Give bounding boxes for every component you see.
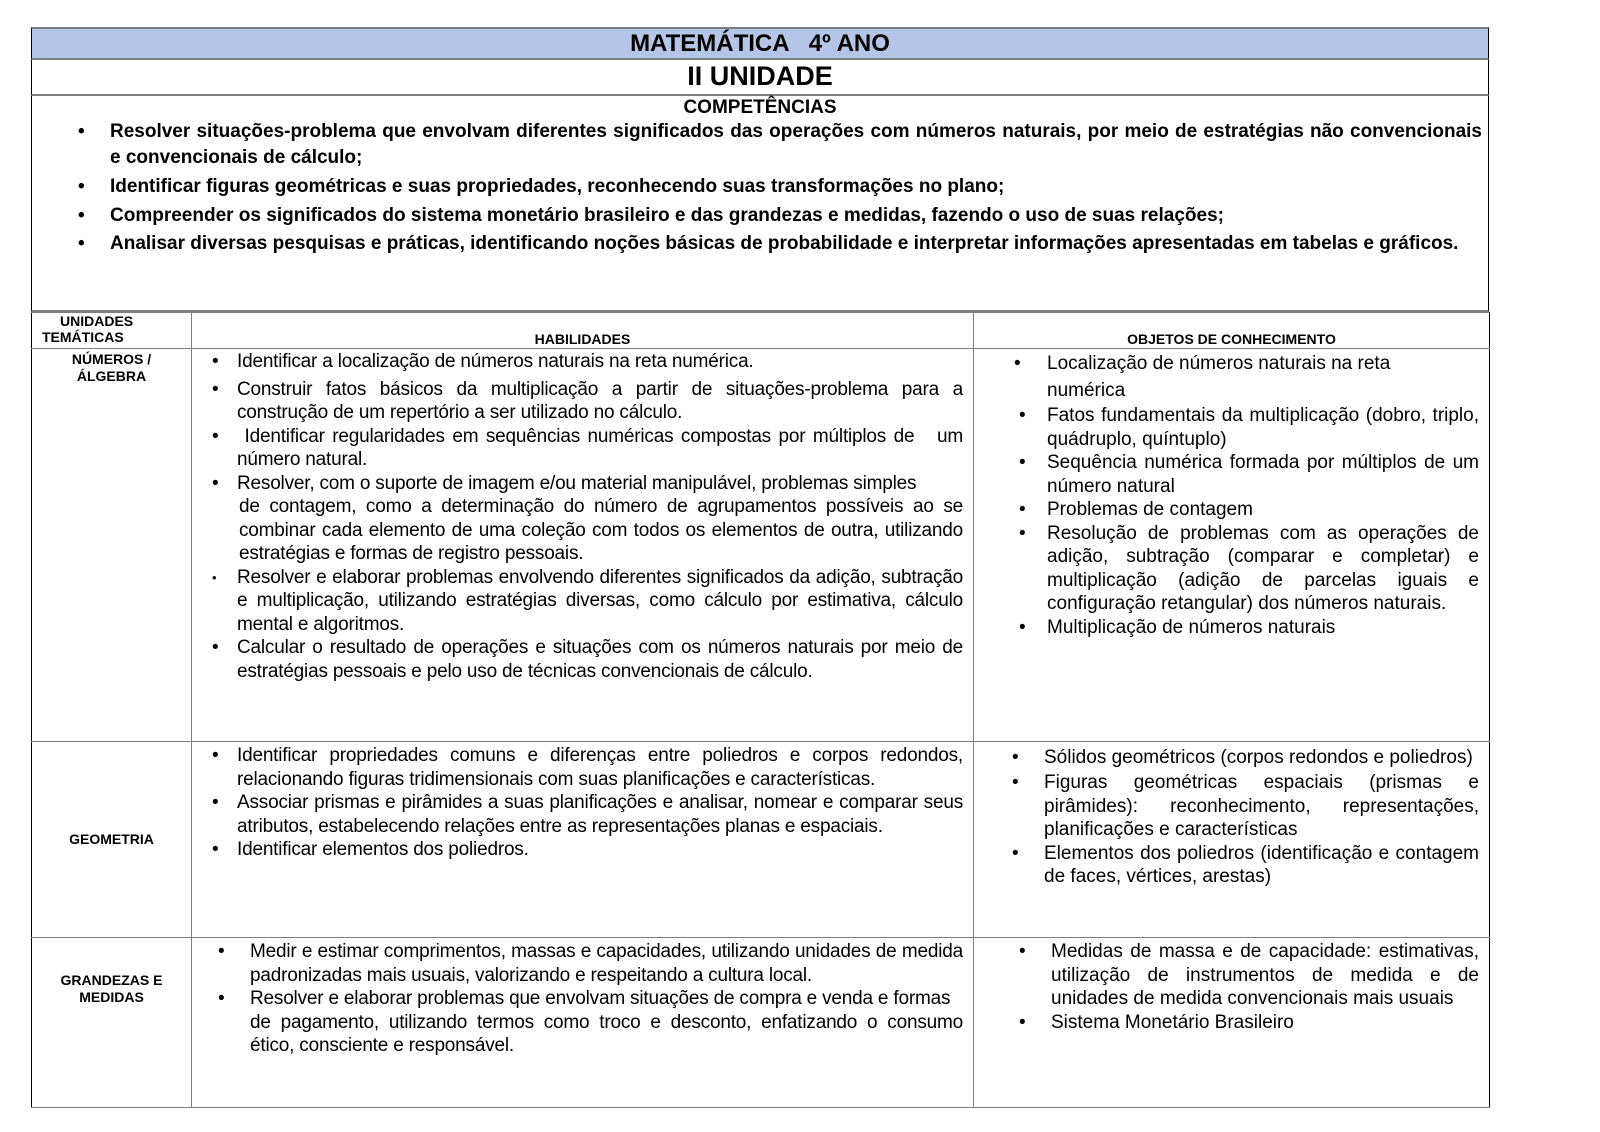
habilidade-item: • Identificar propriedades comuns e diferenças entre poliedros e corpos redondos, relacionando figuras tridimensionais com suas planificações e características. [212, 745, 963, 790]
unit-cell [32, 938, 192, 1108]
bullet-icon: • [1019, 452, 1026, 473]
objeto-item: • Fatos fundamentais da multiplicação (dobro, triplo, quádruplo, quíntuplo) [1019, 405, 1479, 450]
bullet-icon: • [1019, 941, 1026, 962]
unit-label: NÚMEROS / [71, 351, 152, 367]
bullet-icon: • [212, 472, 219, 494]
unit-cell [32, 742, 192, 938]
objeto-item: • Sequência numérica formada por múltiplos de um número natural [1019, 452, 1479, 497]
bullet-icon: • [218, 941, 225, 962]
bullet-icon: • [218, 988, 225, 1009]
habilidades-cell [192, 742, 974, 938]
bullet-icon: • [212, 425, 219, 447]
unit-heading [31, 60, 1489, 96]
bullet-icon: • [212, 569, 217, 585]
habilidade-item: • Identificar a localização de números naturais na reta numérica. [212, 351, 754, 372]
habilidade-item: • Construir fatos básicos da multiplicação a partir de situações-problema para a construção de um repertório a ser utilizado no cálculo. [212, 378, 963, 423]
bullet-icon: • [212, 637, 219, 658]
bullet-icon: • [212, 839, 219, 860]
bullet-icon: • [1012, 747, 1019, 768]
habilidades-cell [192, 938, 974, 1108]
habilidades-cell [192, 349, 974, 742]
header-objetos: OBJETOS DE CONHECIMENTO [974, 313, 1490, 349]
bullet-icon: • [1014, 353, 1021, 374]
objetos-cell [974, 349, 1490, 742]
habilidade-item: • Identificar regularidades em sequências numéricas compostas por múltiplos de um número natural. [212, 425, 969, 470]
bullet-icon: • [1012, 772, 1019, 793]
unit-label: MEDIDAS [79, 989, 144, 1005]
header-habilidades: HABILIDADES [192, 313, 974, 349]
curriculum-table [31, 312, 1490, 1108]
unit-label: ÁLGEBRA [76, 368, 147, 384]
objeto-item: • Resolução de problemas com as operações de adição, subtração (comparar e completar) e multiplicação (adição de parcelas iguais e configuração retangular) dos números naturais. [1019, 522, 1479, 614]
competencia-item: • Resolver situações-problema que envolvam diferentes significados das operações com números naturais, por meio de estratégias não convencionais e convencionais de cálculo; [78, 121, 1482, 168]
bullet-icon: • [212, 351, 219, 372]
bullet-icon: • [78, 205, 85, 226]
bullet-icon: • [212, 378, 219, 400]
bullet-icon: • [1019, 616, 1026, 638]
bullet-icon: • [1019, 1011, 1026, 1033]
habilidade-item: • Calcular o resultado de operações e situações com os números naturais por meio de estratégias pessoais e pelo uso de técnicas convencionais de cálculo. [212, 637, 963, 682]
bullet-icon: • [1019, 499, 1026, 520]
objeto-item: • Problemas de contagem [1019, 499, 1253, 520]
unit-label: GEOMETRIA [69, 831, 154, 847]
objeto-item: • Figuras geométricas espaciais (prismas e pirâmides): reconhecimento, representações, planificações e características [1012, 772, 1479, 840]
objetos-cell [974, 938, 1490, 1108]
objeto-item: • Localização de números naturais na reta numérica [974, 350, 1479, 404]
document-title [31, 27, 1489, 60]
bullet-icon: • [212, 745, 219, 766]
bullet-icon: • [212, 792, 219, 813]
habilidade-item: • Associar prismas e pirâmides a suas planificações e analisar, nomear e comparar seus atributos, estabelecendo relações entre as representações planas e espaciais. [212, 792, 963, 837]
table-header-row [32, 313, 1490, 349]
table-row [32, 938, 1490, 1108]
objeto-item: • Medidas de massa e de capacidade: estimativas, utilização de instrumentos de medida e de unidades de medida convencionais mais usuais [1019, 941, 1479, 1009]
table-row [32, 742, 1490, 938]
habilidade-item: • Identificar elementos dos poliedros. [212, 839, 529, 860]
objeto-item: • Elementos dos poliedros (identificação e contagem de faces, vértices, arestas) [1012, 842, 1479, 887]
objeto-item: • Sólidos geométricos (corpos redondos e poliedros) [974, 744, 1479, 771]
bullet-icon: • [1019, 405, 1026, 426]
bullet-icon: • [78, 233, 85, 254]
title-text: MATEMÁTICA 4º ANO [630, 30, 890, 57]
objeto-item: • Sistema Monetário Brasileiro [1019, 1011, 1294, 1033]
unit-text: II UNIDADE [687, 61, 833, 91]
habilidade-item: • Medir e estimar comprimentos, massas e capacidades, utilizando unidades de medida padronizadas mais usuais, valorizando e respeitando a cultura local. [218, 941, 963, 986]
bullet-icon: • [1019, 522, 1026, 544]
unit-cell [32, 349, 192, 742]
competencia-item: • Compreender os significados do sistema monetário brasileiro e das grandezas e medidas, fazendo o uso de suas relações; [32, 203, 1482, 229]
table-row [32, 349, 1490, 742]
unit-label: GRANDEZAS E [60, 972, 163, 988]
competencias-list [32, 119, 1488, 256]
bullet-icon: • [78, 176, 85, 197]
habilidade-item: • Resolver, com o suporte de imagem e/ou material manipulável, problemas simples de contagem, como a determinação do número de agrupamentos possíveis ao se combinar cada elemento de uma coleção com todos os elementos de outra, utilizando estratégias e formas de registro pessoais. [212, 472, 963, 564]
objeto-item: • Multiplicação de números naturais [1019, 616, 1336, 638]
objetos-cell [974, 742, 1490, 938]
competencias-section [31, 96, 1489, 312]
header-unidades: UNIDADES TEMÁTICAS [32, 313, 192, 349]
habilidade-item: • Resolver e elaborar problemas envolvendo diferentes significados da adição, subtração e multiplicação, utilizando estratégias diversas, como cálculo por estimativa, cálculo mental e algoritmos. [212, 566, 963, 635]
bullet-icon: • [1012, 842, 1019, 864]
competencia-item: • Analisar diversas pesquisas e práticas, identificando noções básicas de probabilidade e interpretar informações apresentadas em tabelas e gráficos. [78, 233, 1459, 254]
habilidade-item: • Resolver e elaborar problemas que envolvam situações de compra e venda e formas de pagamento, utilizando termos como troco e desconto, enfatizando o consumo ético, consciente e responsável. [218, 988, 963, 1056]
bullet-icon: • [78, 121, 85, 142]
competencias-title: COMPETÊNCIAS [683, 97, 837, 118]
competencia-item: • Identificar figuras geométricas e suas propriedades, reconhecendo suas transformações no plano; [32, 174, 1482, 200]
